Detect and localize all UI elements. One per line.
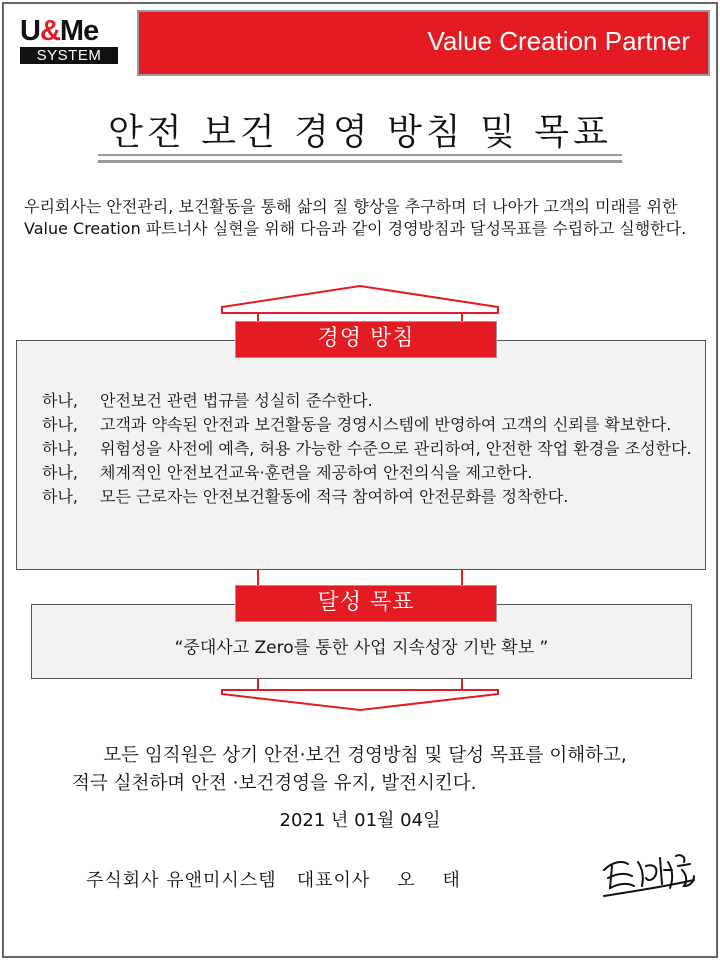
policy-item-prefix: 하나,: [42, 415, 78, 434]
policy-item-text: 안전보건 관련 법규를 성실히 준수한다.: [100, 391, 373, 410]
up-arrow-icon: [222, 286, 498, 313]
policy-label: 경영 방침: [235, 321, 497, 358]
policy-item: [42, 461, 702, 485]
signature-icon: [598, 848, 698, 904]
policy-item: [42, 485, 702, 509]
page-title: 안전 보건 경영 방침 및 목표: [108, 112, 612, 153]
policy-item-text: 모든 근로자는 안전보건활동에 적극 참여하여 안전문화를 정착한다.: [100, 487, 569, 506]
policy-item: [42, 413, 702, 437]
signer-name: 주식회사 유앤미시스템 대표이사 오 태: [86, 870, 461, 891]
tagline: Value Creation Partner: [427, 26, 690, 56]
policy-item-text: 체계적인 안전보건교육·훈련을 제공하여 안전의식을 제고한다.: [100, 463, 533, 482]
policy-item: [42, 437, 702, 461]
policy-list: [42, 389, 702, 509]
logo-subtitle: SYSTEM: [20, 47, 118, 64]
intro-paragraph: 우리회사는 안전관리, 보건활동을 통해 삶의 질 향상을 추구하며 더 나아가 고객의 미래를 위한 Value Creation 파트너사 실현을 위해 다음과 같이 경영방침과 달성목표를 수립하고 실행한다.: [24, 197, 687, 238]
policy-item-prefix: 하나,: [42, 463, 78, 482]
policy-item-prefix: 하나,: [42, 391, 78, 410]
goal-label: 달성 목표: [235, 585, 497, 622]
closing-statement: [20, 742, 710, 798]
policy-item: [42, 389, 702, 413]
policy-item-text: 고객과 약속된 안전과 보건활동을 경영시스템에 반영하여 고객의 신뢰를 확보한다.: [100, 415, 672, 434]
policy-item-text: 위험성을 사전에 예측, 허용 가능한 수준으로 관리하여, 안전한 작업 환경을 조성한다.: [100, 439, 692, 458]
goal-statement: “중대사고 Zero를 통한 사업 지속성장 기반 확보 ”: [174, 638, 549, 658]
logo-wordmark: U&Me: [20, 15, 99, 47]
policy-item-prefix: 하나,: [42, 487, 78, 506]
document-date: 2021 년 01월 04일: [279, 810, 441, 831]
down-arrow-icon: [222, 690, 498, 710]
closing-line-2: 적극 실천하며 안전 ·보건경영을 유지, 발전시킨다.: [72, 773, 477, 794]
closing-line-1: 모든 임직원은 상기 안전·보건 경영방침 및 달성 목표를 이해하고,: [103, 745, 627, 766]
policy-item-prefix: 하나,: [42, 439, 78, 458]
